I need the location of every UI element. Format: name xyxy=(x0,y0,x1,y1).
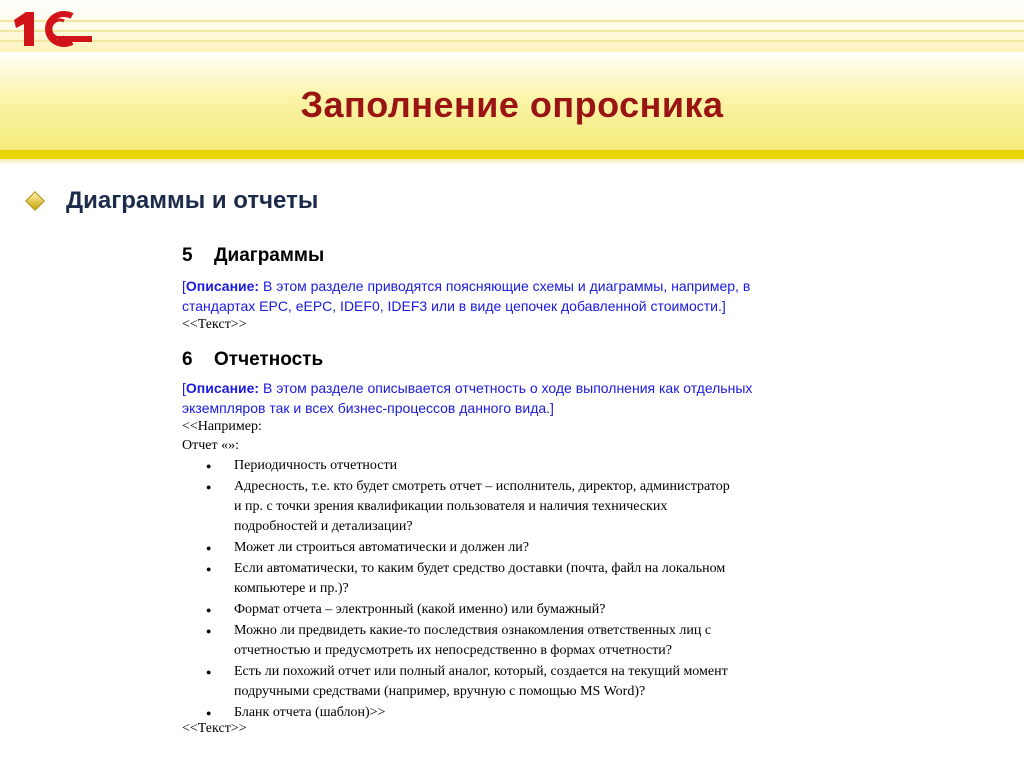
section-heading-text: Диаграммы xyxy=(214,245,325,266)
list-item-text: Периодичность отчетности xyxy=(234,458,398,473)
description-line: [Описание: В этом разделе приводятся поясняющие схемы и диаграммы, например, в xyxy=(182,278,751,294)
banner-bottom-bar xyxy=(0,150,1024,159)
list-item xyxy=(182,600,862,620)
list-item xyxy=(182,456,862,476)
description-line: [Описание: В этом разделе описывается отчетность о ходе выполнения как отдельных xyxy=(182,380,753,396)
list-item-text: и пр. с точки зрения квалификации пользователя и наличия технических xyxy=(234,499,668,514)
list-item xyxy=(182,477,862,537)
section-number: 6 xyxy=(182,349,193,370)
text-placeholder: <<Текст>> xyxy=(182,721,247,736)
list-item-text: подручными средствами (например, вручную с помощью MS Word)? xyxy=(234,684,646,699)
list-item-text: ● Если автоматически, то каким будет средство доставки (почта, файл на локальном xyxy=(234,561,726,576)
list-item-text: компьютере и пр.)? xyxy=(234,581,349,596)
list-item xyxy=(182,538,862,558)
list-item xyxy=(182,703,862,723)
list-item-text: Может ли строиться автоматически и должен ли? xyxy=(234,540,529,555)
description-label: Описание: xyxy=(185,278,260,294)
diamond-bullet-icon xyxy=(25,191,45,211)
list-item-text: Бланк отчета (шаблон)>> xyxy=(234,705,386,720)
report-questions-list xyxy=(182,456,862,724)
decorative-line xyxy=(0,20,1024,22)
report-line: Отчет «»: xyxy=(182,438,239,453)
section-heading xyxy=(182,245,324,267)
list-item-text: ● Есть ли похожий отчет или полный аналог, который, создается на текущий момент xyxy=(234,664,728,679)
list-item-text: отчетностью и предусмотреть их непосредственно в формах отчетности? xyxy=(234,643,672,658)
banner-shadow xyxy=(0,159,1024,165)
section-number: 5 xyxy=(182,245,193,266)
description-text: В этом разделе описывается отчетность о ходе выполнения как отдельных xyxy=(263,380,753,396)
section-description xyxy=(182,276,842,316)
description-label: Описание: xyxy=(185,380,260,396)
company-logo xyxy=(12,8,94,48)
description-line: экземпляров так и всех бизнес-процессов данного вида.] xyxy=(182,400,554,416)
example-line: <<Например: xyxy=(182,419,262,434)
decorative-line xyxy=(0,30,1024,32)
description-text: В этом разделе приводятся поясняющие схемы и диаграммы, например, в xyxy=(263,278,751,294)
list-item-text: ● Можно ли предвидеть какие-то последствия ознакомления ответственных лиц с xyxy=(234,623,712,638)
list-item xyxy=(182,662,862,702)
list-item-text: подробностей и детализации? xyxy=(234,519,413,534)
decorative-line xyxy=(0,40,1024,42)
section-description xyxy=(182,378,842,418)
list-item xyxy=(182,559,862,599)
text-placeholder: <<Текст>> xyxy=(182,317,247,332)
list-item xyxy=(182,621,862,661)
list-item-text: ● Адресность, т.е. кто будет смотреть отчет – исполнитель, директор, администратор xyxy=(234,479,730,494)
page-title: Заполнение опросника xyxy=(300,84,724,125)
top-strip xyxy=(0,0,1024,52)
section-heading-text: Отчетность xyxy=(214,349,324,370)
list-item-text: Формат отчета – электронный (какой именно) или бумажный? xyxy=(234,602,606,617)
description-line: стандартах EPC, eEPC, IDEF0, IDEF3 или в виде цепочек добавленной стоимости.] xyxy=(182,298,726,314)
section-heading xyxy=(182,349,323,371)
section-subtitle: Диаграммы и отчеты xyxy=(66,187,319,214)
